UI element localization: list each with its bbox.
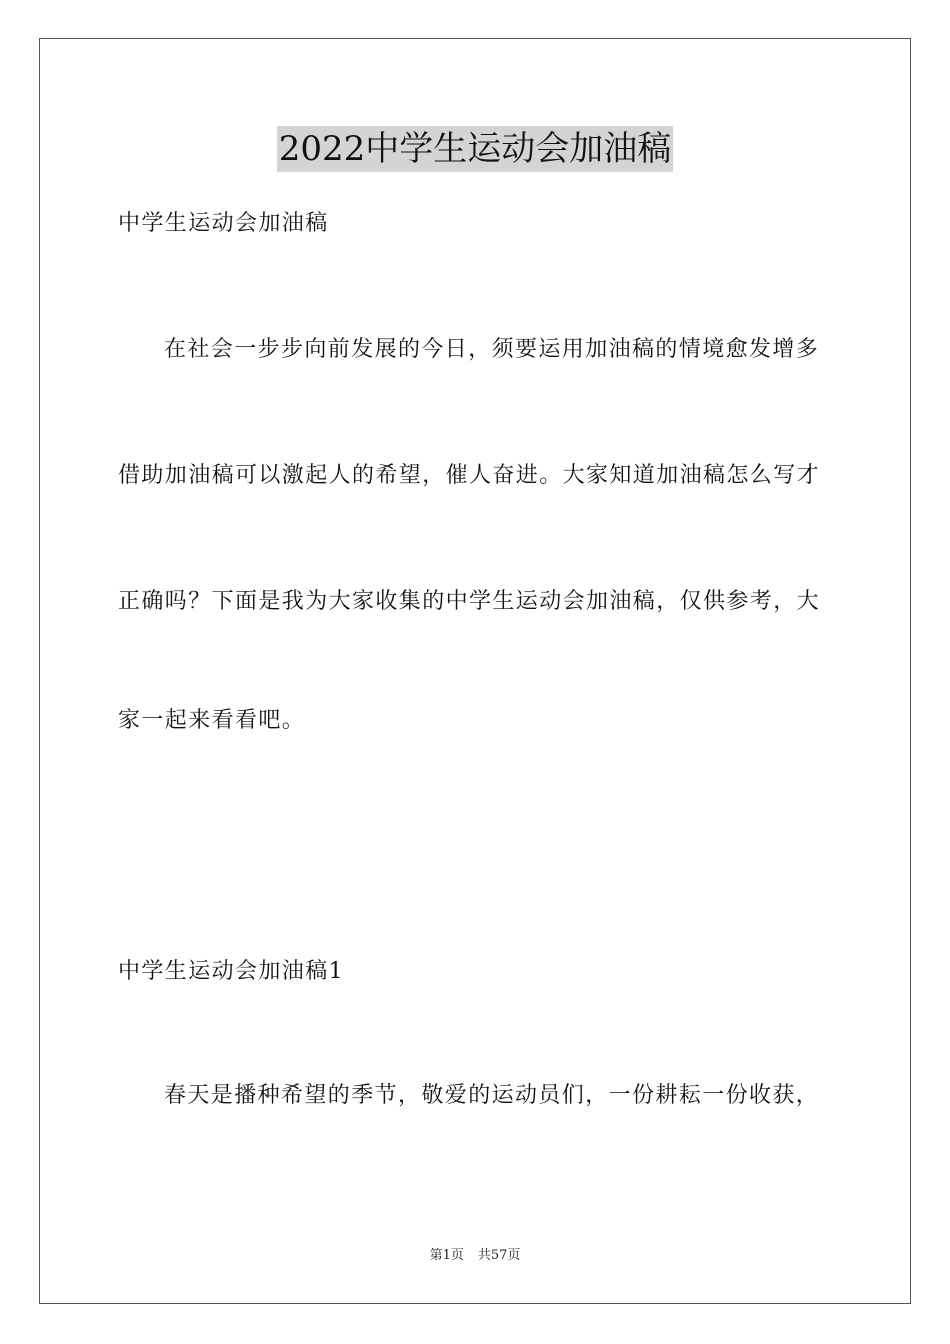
document-title: 2022中学生运动会加油稿 — [277, 126, 674, 172]
intro-line-3: 正确吗？下面是我为大家收集的中学生运动会加油稿，仅供参考，大 — [118, 589, 821, 614]
title-container — [0, 126, 950, 172]
page-footer — [0, 1247, 950, 1265]
section-heading: 中学生运动会加油稿1 — [118, 959, 344, 984]
intro-line-4: 家一起来看看吧。 — [118, 708, 306, 733]
page-total: 共57页 — [477, 1248, 521, 1263]
section-paragraph-line-1: 春天是播种希望的季节，敬爱的运动员们，一份耕耘一份收获， — [164, 1083, 820, 1108]
document-subtitle: 中学生运动会加油稿 — [118, 211, 329, 236]
intro-line-1: 在社会一步步向前发展的今日，须要运用加油稿的情境愈发增多 — [164, 337, 820, 362]
intro-line-2: 借助加油稿可以激起人的希望，催人奋进。大家知道加油稿怎么写才 — [118, 463, 821, 488]
page-number: 第1页 — [429, 1248, 464, 1263]
